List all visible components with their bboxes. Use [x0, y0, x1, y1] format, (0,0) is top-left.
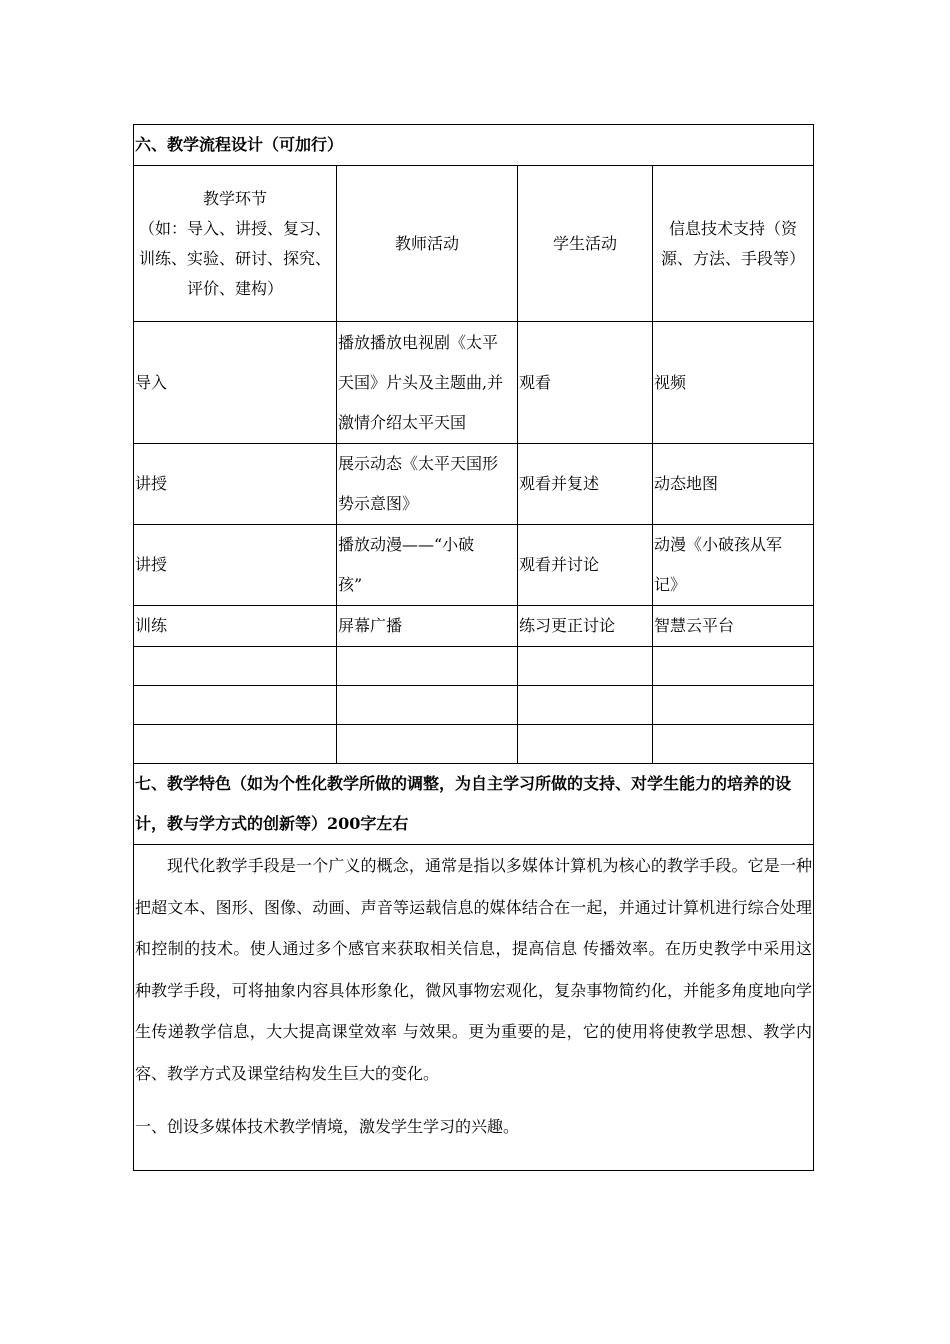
student-cell: 练习更正讨论 — [518, 606, 653, 647]
section7-paragraph: 现代化教学手段是一个广义的概念，通常是指以多媒体计算机为核心的教学手段。它是一种把超文本、图形、图像、动画、声音等运载信息的媒体结合在一起，并通过计算机进行综合处理和控制的技术。使人通过多个感官来获取相关信息，提高信息 传播效率。在历史教学中采用这种教学手段，可将抽象内容具体形象化，微风事物宏观化，复杂事物简约化，并能多角度地向学生传递教学信息，大大提高课堂效率 与效果。更为重要的是，它的使用将使教学思想、教学内容、教学方式及课堂结构发生巨大的变化。 — [135, 856, 813, 1083]
header-stage-line: 教学环节 — [202, 188, 267, 208]
header-tech-line: 信息技术支持（资 — [669, 218, 798, 238]
teacher-line: 播放动漫——“小破 — [338, 535, 475, 554]
empty-cell — [337, 647, 518, 686]
tech-cell: 智慧云平台 — [653, 606, 814, 647]
tech-line: 记》 — [654, 575, 687, 594]
teacher-line: 势示意图》 — [338, 494, 419, 513]
teacher-cell — [337, 525, 518, 606]
section6-title: 六、教学流程设计（可加行） — [134, 125, 814, 166]
stage-cell: 导入 — [134, 322, 337, 444]
section7-body — [134, 845, 814, 1171]
empty-cell — [518, 725, 653, 764]
lesson-plan-table — [133, 124, 814, 1171]
student-cell: 观看 — [518, 322, 653, 444]
empty-row — [134, 725, 814, 764]
empty-cell — [134, 647, 337, 686]
teacher-cell: 屏幕广播 — [337, 606, 518, 647]
table-row — [134, 444, 814, 525]
table-row — [134, 322, 814, 444]
empty-cell — [653, 686, 814, 725]
empty-cell — [337, 725, 518, 764]
teacher-cell — [337, 444, 518, 525]
empty-cell — [134, 686, 337, 725]
stage-cell: 讲授 — [134, 444, 337, 525]
student-cell: 观看并复述 — [518, 444, 653, 525]
teacher-cell — [337, 322, 518, 444]
header-tech — [653, 166, 814, 322]
empty-cell — [518, 686, 653, 725]
empty-cell — [134, 725, 337, 764]
header-tech-line: 源、方法、手段等） — [661, 248, 806, 268]
student-cell: 观看并讨论 — [518, 525, 653, 606]
stage-cell: 讲授 — [134, 525, 337, 606]
section7-point: 一、创设多媒体技术教学情境，激发学生学习的兴趣。 — [135, 1117, 520, 1136]
table-row — [134, 606, 814, 647]
header-student: 学生活动 — [518, 166, 653, 322]
teacher-line: 展示动态《太平天国形 — [338, 454, 499, 473]
teacher-line: 天国》片头及主题曲,并 — [338, 372, 504, 392]
teacher-line: 播放播放电视剧《太平 — [338, 332, 499, 352]
header-teacher: 教师活动 — [337, 166, 518, 322]
teacher-line: 孩” — [338, 575, 363, 594]
header-stage — [134, 166, 337, 322]
tech-cell: 视频 — [653, 322, 814, 444]
header-stage-line: 评价、建构） — [186, 278, 283, 298]
empty-row — [134, 686, 814, 725]
stage-cell: 训练 — [134, 606, 337, 647]
table-row — [134, 525, 814, 606]
header-stage-line: 训练、实验、研讨、探究、 — [138, 248, 331, 268]
empty-row — [134, 647, 814, 686]
tech-cell — [653, 525, 814, 606]
tech-cell: 动态地图 — [653, 444, 814, 525]
tech-line: 动漫《小破孩从军 — [654, 535, 783, 554]
teacher-line: 激情介绍太平天国 — [338, 412, 467, 432]
section7-title: 七、教学特色（如为个性化教学所做的调整，为自主学习所做的支持、对学生能力的培养的设计，教与学方式的创新等）200字左右 — [134, 764, 814, 845]
empty-cell — [653, 725, 814, 764]
header-stage-line: （如：导入、讲授、复习、 — [138, 218, 331, 238]
empty-cell — [337, 686, 518, 725]
empty-cell — [518, 647, 653, 686]
empty-cell — [653, 647, 814, 686]
